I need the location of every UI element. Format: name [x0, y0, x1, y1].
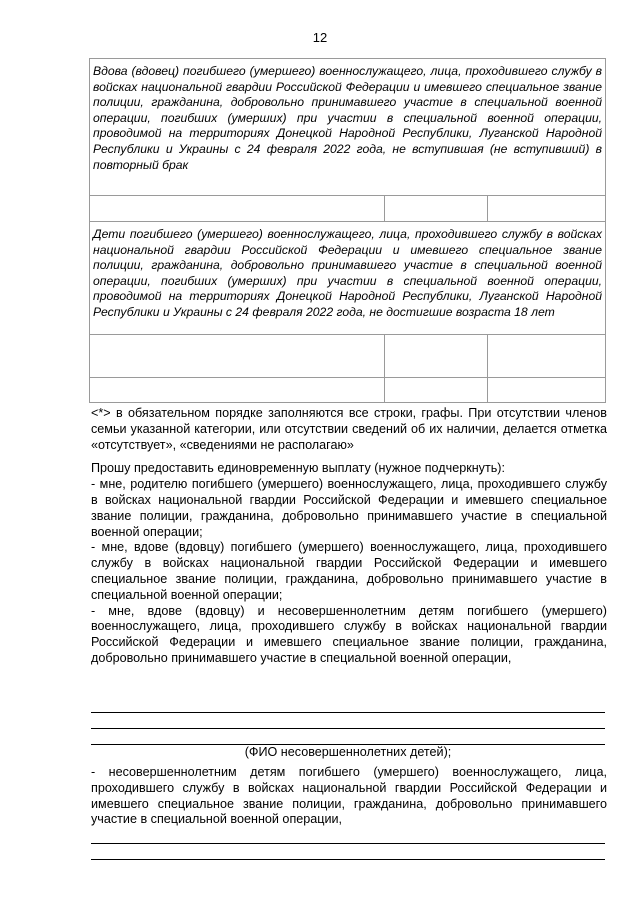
- children-names-caption: (ФИО несовершеннолетних детей);: [244, 745, 452, 759]
- category-widow-text: Вдова (вдовец) погибшего (умершего) военнослужащего, лица, проходившего службу в войсках национальной гвардии Российской Федерации и имевшего специальное звание полиции, гражданина, добровольно принимавшего участие в специальной военной операции, погибших (умерших) при участии в специальной военной операции, проводимой на территориях Донецкой Народной Республики, Луганской Народной Республики и Украины с 24 февраля 2022 года, не вступившая (не вступивший) в повторный брак: [93, 64, 603, 172]
- request-intro: Прошу предоставить единовременную выплату (нужное подчеркнуть):: [91, 461, 505, 476]
- option-minor-children-block: [91, 765, 607, 828]
- table-cell[interactable]: [385, 335, 488, 378]
- table-cell[interactable]: [488, 378, 606, 403]
- option-widow-children: - мне, вдове (вдовцу) и несовершеннолетним детям погибшего (умершего) военнослужащего, лица, проходившего службу в войсках национальной гвардии Российской Федерации и имевшего специальное звание полиции, гражданина, добровольно принимавшего участие в специальной военной операции,: [91, 603, 607, 665]
- table-cell[interactable]: [385, 378, 488, 403]
- table-cell[interactable]: [488, 196, 606, 222]
- option-parent: - мне, родителю погибшего (умершего) военнослужащего, лица, проходившего службу в войсках национальной гвардии Российской Федерации и имевшего специальное звание полиции, гражданина, добровольно принимавшего участие в специальной военной операции;: [91, 477, 607, 539]
- table-row: [90, 378, 606, 403]
- page-number: 12: [312, 30, 328, 45]
- children-names-line[interactable]: [91, 843, 605, 844]
- category-children-text: Дети погибшего (умершего) военнослужащего, лица, проходившего службу в войсках национальной гвардии Российской Федерации и имевшего специальное звание полиции, гражданина, добровольно принимавшего участие в специальной военной операции, погибших (умерших) при участии в специальной военной операции, проводимой на территориях Донецкой Народной Республики, Луганской Народной Республики и Украины с 24 февраля 2022 года, не достигшие возраста 18 лет: [93, 227, 603, 319]
- children-names-line[interactable]: [91, 712, 605, 713]
- table-row: [90, 196, 606, 222]
- option-widow: - мне, вдове (вдовцу) погибшего (умершего) военнослужащего, лица, проходившего службу в войсках национальной гвардии Российской Федерации и имевшего специальное звание полиции, гражданина, добровольно принимавшего участие в специальной военной операции;: [91, 540, 607, 602]
- table-row: [90, 335, 606, 378]
- table-cell[interactable]: [385, 196, 488, 222]
- table-cell-category: [90, 222, 606, 335]
- table-row-widow-category: [90, 59, 606, 196]
- table-cell-name[interactable]: [90, 196, 385, 222]
- option-minor-children: - несовершеннолетним детям погибшего (умершего) военнослужащего, лица, проходившего службу в войсках национальной гвардии Российской Федерации и имевшего специальное звание полиции, гражданина, добровольно принимавшего участие в специальной военной операции,: [91, 765, 607, 827]
- table-cell-category: [90, 59, 606, 196]
- children-names-line[interactable]: [91, 728, 605, 729]
- children-names-line[interactable]: [91, 859, 605, 860]
- footnote-block: [91, 406, 607, 667]
- table-row-children-category: [90, 222, 606, 335]
- table-cell[interactable]: [488, 335, 606, 378]
- table-cell-name[interactable]: [90, 378, 385, 403]
- family-members-table: [89, 58, 606, 403]
- table-cell-name[interactable]: [90, 335, 385, 378]
- footnote: <*> в обязательном порядке заполняются все строки, графы. При отсутствии членов семьи указанной категории, или отсутствии сведений об их наличии, делается отметка «отсутствует», «сведениями не располагаю»: [91, 406, 607, 452]
